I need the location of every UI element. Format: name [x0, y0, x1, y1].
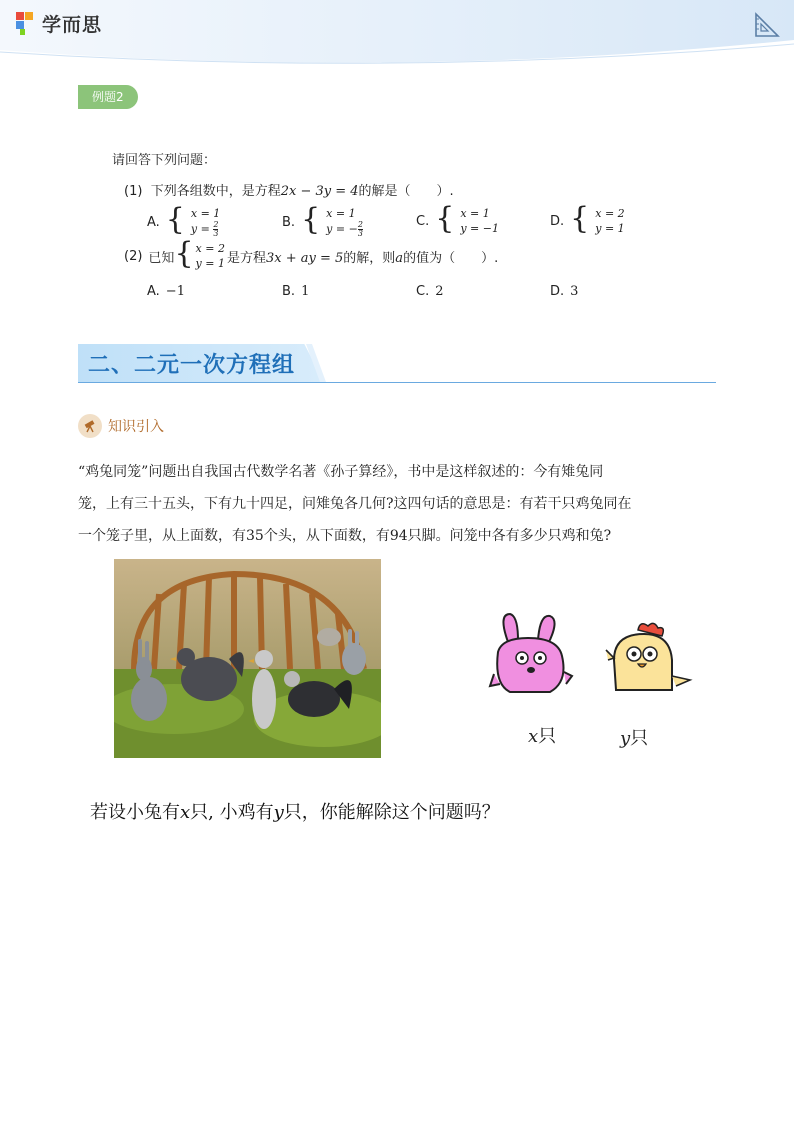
story-paragraph — [78, 456, 718, 552]
system-line: x = 1 — [326, 207, 356, 220]
q2-middle: 是方程 — [226, 250, 266, 266]
q2-variable: a — [395, 250, 404, 266]
q2-option-c — [416, 284, 444, 299]
section-heading — [78, 344, 716, 383]
ruler-triangle-icon — [752, 10, 782, 40]
system-line: x = 2 — [195, 242, 225, 255]
option-letter: D. — [550, 213, 565, 229]
paragraph-line: 一个笼子里，从上面数，有35个头，从下面数，有94只脚。问笼中各有多少只鸡和兔? — [78, 528, 612, 544]
rabbit-unit: 只 — [538, 726, 557, 747]
option-letter: C. — [416, 284, 430, 299]
q1-stem — [124, 180, 454, 199]
system-line: y = $\frac{2}{3}$ — [190, 220, 219, 238]
q2-equation: 3x + ay = 5 — [265, 250, 344, 266]
chickens-rabbits-cage-image — [114, 559, 381, 758]
fraction: $\frac{2}{3}$ — [213, 220, 219, 238]
system-line: y = −1 — [460, 222, 499, 235]
q1-option-b — [282, 202, 363, 238]
equation-system — [196, 241, 225, 271]
option-value: 1 — [301, 284, 310, 299]
q2-suffix-a: 的解，则 — [343, 250, 396, 266]
brace: { — [165, 202, 185, 237]
example-tag: 例题2 — [78, 85, 138, 109]
brace: { — [570, 201, 590, 236]
system-line: x = 1 — [460, 207, 490, 220]
paragraph-line: “鸡兔同笼”问题出自我国古代数学名著《孙子算经》，书中是这样叙述的：今有雉兔同 — [78, 464, 604, 480]
q1-option-a — [147, 202, 221, 238]
brace: { — [174, 236, 194, 271]
option-letter: C. — [416, 213, 430, 229]
system-line: x = 1 — [190, 207, 221, 220]
prompt-question: 若设小兔有x只, 小鸡有y只，你能解除这个问题吗？ — [90, 802, 500, 823]
logo-icon — [14, 10, 38, 36]
system-line: x = 2 — [595, 207, 625, 220]
system-line: y = − $\frac{2}{3}$ — [326, 220, 363, 238]
header-banner — [0, 0, 794, 70]
q1-suffix: 的解是（ ）. — [358, 184, 454, 199]
chick-cartoon — [604, 620, 694, 694]
brand-logo — [14, 8, 102, 38]
q1-option-d — [550, 201, 625, 236]
fraction: $\frac{2}{3}$ — [357, 220, 363, 238]
option-letter: A. — [147, 284, 160, 299]
equation-system — [595, 206, 624, 236]
variable-x: x — [180, 802, 191, 823]
q2-stem — [124, 236, 499, 271]
variable-y: y — [273, 802, 284, 823]
telescope-icon — [78, 414, 102, 438]
q2-number: (2) — [124, 248, 143, 264]
question-intro: 请回答下列问题： — [112, 153, 217, 168]
rabbit-cartoon — [488, 612, 574, 698]
knowledge-header — [78, 414, 164, 438]
section-title: 二、二元一次方程组 — [88, 353, 296, 378]
q2-option-d — [550, 284, 578, 299]
q1-equation: 2x − 3y = 4 — [280, 184, 359, 199]
rabbit-label — [528, 722, 556, 748]
q2-prefix: 已知 — [148, 250, 175, 266]
knowledge-label: 知识引入 — [108, 419, 164, 435]
option-value: 2 — [435, 284, 444, 299]
option-letter: B. — [282, 284, 296, 299]
chick-unit: 只 — [630, 728, 649, 749]
q2-option-b — [282, 284, 309, 299]
system-line: y = 1 — [595, 222, 625, 235]
q1-prefix: 下列各组数中，是方程 — [150, 184, 281, 199]
chick-label — [620, 724, 648, 750]
option-value: 3 — [570, 284, 579, 299]
option-letter: D. — [550, 284, 565, 299]
equation-system — [191, 206, 220, 238]
chick-variable: y — [620, 728, 631, 749]
q2-option-a — [147, 284, 185, 299]
brand-name: 学而思 — [42, 13, 103, 36]
equation-system — [460, 206, 499, 236]
brace: { — [435, 201, 455, 236]
q1-option-c — [416, 201, 499, 236]
option-value: −1 — [165, 284, 185, 299]
system-line: y = 1 — [195, 257, 225, 270]
q1-number: (1) — [124, 184, 143, 199]
rabbit-variable: x — [528, 726, 539, 747]
q2-suffix-b: 的值为（ ）. — [403, 250, 499, 266]
brace: { — [301, 202, 321, 237]
option-letter: A. — [147, 214, 160, 230]
option-letter: B. — [282, 214, 296, 230]
equation-system — [326, 206, 363, 238]
paragraph-line: 笼，上有三十五头，下有九十四足，问雉兔各几何?这四句话的意思是：有若干只鸡兔同在 — [78, 496, 632, 512]
